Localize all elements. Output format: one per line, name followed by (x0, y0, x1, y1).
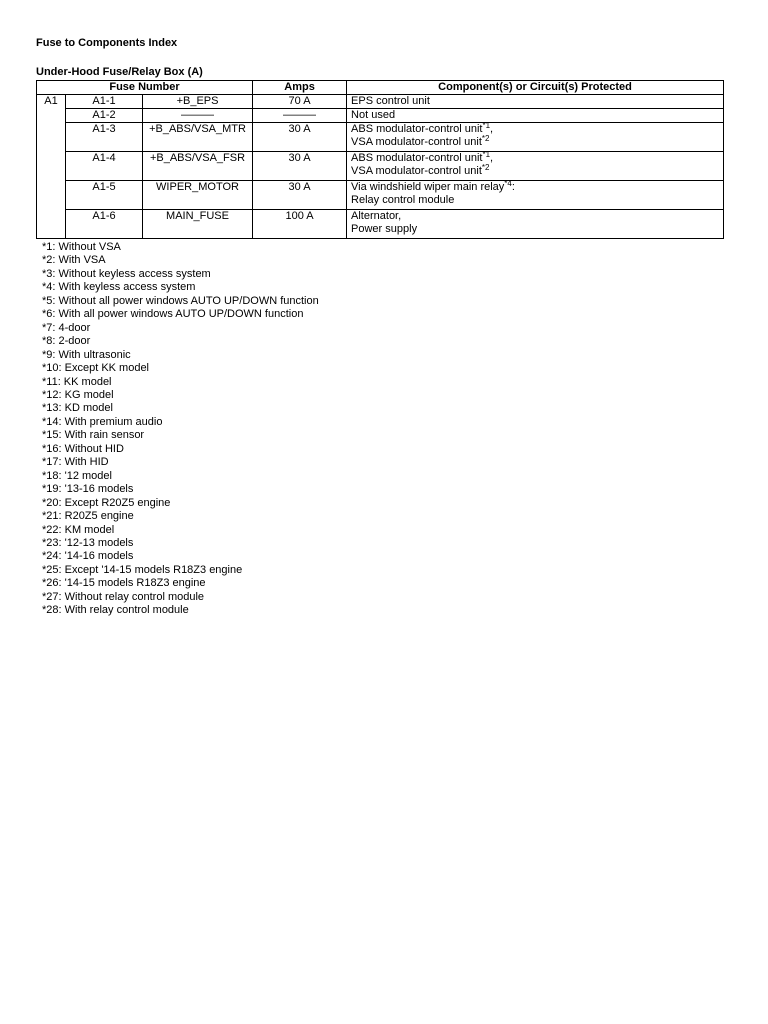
fuse-id-cell: A1-5 (66, 181, 143, 210)
component-line (351, 223, 719, 236)
footnote-item: *14: With premium audio (42, 415, 163, 428)
component-line (351, 210, 719, 223)
component-cell (347, 123, 724, 152)
header-components: Component(s) or Circuit(s) Protected (347, 81, 724, 95)
component-cell (347, 210, 724, 239)
footnote-item: *26: '14-15 models R18Z3 engine (42, 577, 206, 590)
footnote-item: *3: Without keyless access system (42, 267, 211, 280)
component-punctuation: : (511, 181, 515, 193)
footnote-ref: *1 (482, 150, 491, 159)
fuse-name-cell: +B_ABS/VSA_MTR (143, 123, 253, 152)
component-line (351, 194, 719, 207)
component-text: Power supply (351, 223, 418, 235)
component-text: EPS control unit (351, 95, 430, 107)
component-punctuation: , (490, 123, 494, 135)
amps-cell: 30 A (253, 181, 347, 210)
component-text: Via windshield wiper main relay (351, 181, 505, 193)
fuse-name-cell: +B_EPS (143, 95, 253, 109)
footnote-item: *17: With HID (42, 456, 109, 469)
component-text: VSA modulator-control unit (351, 136, 482, 148)
footnote-ref: *2 (481, 134, 490, 143)
footnote-item: *9: With ultrasonic (42, 348, 131, 361)
fuse-id-cell: A1-6 (66, 210, 143, 239)
footnote-item: *11: KK model (42, 375, 112, 388)
component-text: Relay control module (351, 194, 455, 206)
footnote-item: *16: Without HID (42, 442, 124, 455)
amps-cell: 70 A (253, 95, 347, 109)
fuse-id-cell: A1-2 (66, 109, 143, 123)
document-page (36, 37, 724, 618)
footnote-item: *4: With keyless access system (42, 281, 196, 294)
component-punctuation: , (490, 152, 494, 164)
section-title: Under-Hood Fuse/Relay Box (A) (36, 66, 203, 78)
fuse-table (36, 80, 724, 239)
component-line (351, 95, 719, 108)
component-cell (347, 181, 724, 210)
footnote-item: *2: With VSA (42, 254, 106, 267)
footnote-item: *25: Except '14-15 models R18Z3 engine (42, 563, 243, 576)
footnote-item: *20: Except R20Z5 engine (42, 496, 171, 509)
component-text: VSA modulator-control unit (351, 165, 482, 177)
component-line (351, 181, 719, 194)
header-fuse-number: Fuse Number (37, 81, 253, 95)
table-row (37, 181, 724, 210)
footnote-list (42, 241, 724, 618)
table-header-row (37, 81, 724, 95)
footnote-item: *28: With relay control module (42, 604, 189, 617)
header-amps: Amps (253, 81, 347, 95)
component-line (351, 165, 719, 178)
footnote-item: *24: '14-16 models (42, 550, 134, 563)
amps-cell: ——— (253, 109, 347, 123)
footnote-ref: *4 (504, 179, 512, 188)
fuse-name-cell: MAIN_FUSE (143, 210, 253, 239)
footnote-ref: *2 (481, 163, 490, 172)
fuse-id-cell: A1-3 (66, 123, 143, 152)
component-line (351, 136, 719, 149)
footnote-item: *22: KM model (42, 523, 115, 536)
table-row (37, 109, 724, 123)
footnote-ref: *1 (482, 121, 491, 130)
fuse-group-cell: A1 (37, 95, 66, 239)
table-row (37, 210, 724, 239)
component-cell (347, 95, 724, 109)
footnote-item: *13: KD model (42, 402, 113, 415)
component-line (351, 152, 719, 165)
fuse-name-cell: +B_ABS/VSA_FSR (143, 152, 253, 181)
component-text: ABS modulator-control unit (351, 123, 483, 135)
amps-cell: 100 A (253, 210, 347, 239)
fuse-id-cell: A1-4 (66, 152, 143, 181)
footnote-item: *8: 2-door (42, 335, 91, 348)
table-row (37, 123, 724, 152)
footnote-item: *1: Without VSA (42, 241, 121, 253)
footnote-item: *23: '12-13 models (42, 536, 134, 549)
footnote-item: *12: KG model (42, 388, 114, 401)
footnote-item: *5: Without all power windows AUTO UP/DOWN function (42, 294, 319, 307)
footnote-item: *15: With rain sensor (42, 429, 145, 442)
fuse-table-body (37, 95, 724, 239)
component-cell (347, 152, 724, 181)
footnote-item: *7: 4-door (42, 321, 91, 334)
footnote-item: *19: '13-16 models (42, 483, 134, 496)
component-text: Alternator, (351, 210, 402, 222)
document-title: Fuse to Components Index (36, 37, 178, 49)
fuse-name-cell: ——— (143, 109, 253, 123)
fuse-id-cell: A1-1 (66, 95, 143, 109)
footnote-item: *10: Except KK model (42, 362, 150, 375)
component-line (351, 109, 719, 122)
component-text: Not used (351, 109, 396, 121)
table-row (37, 152, 724, 181)
footnote-item: *21: R20Z5 engine (42, 510, 134, 523)
fuse-name-cell: WIPER_MOTOR (143, 181, 253, 210)
footnote-item: *27: Without relay control module (42, 590, 205, 603)
amps-cell: 30 A (253, 123, 347, 152)
component-line (351, 123, 719, 136)
amps-cell: 30 A (253, 152, 347, 181)
footnote-item: *6: With all power windows AUTO UP/DOWN function (42, 308, 304, 321)
component-text: ABS modulator-control unit (351, 152, 483, 164)
footnote-item: *18: '12 model (42, 469, 112, 482)
component-cell (347, 109, 724, 123)
table-row (37, 95, 724, 109)
